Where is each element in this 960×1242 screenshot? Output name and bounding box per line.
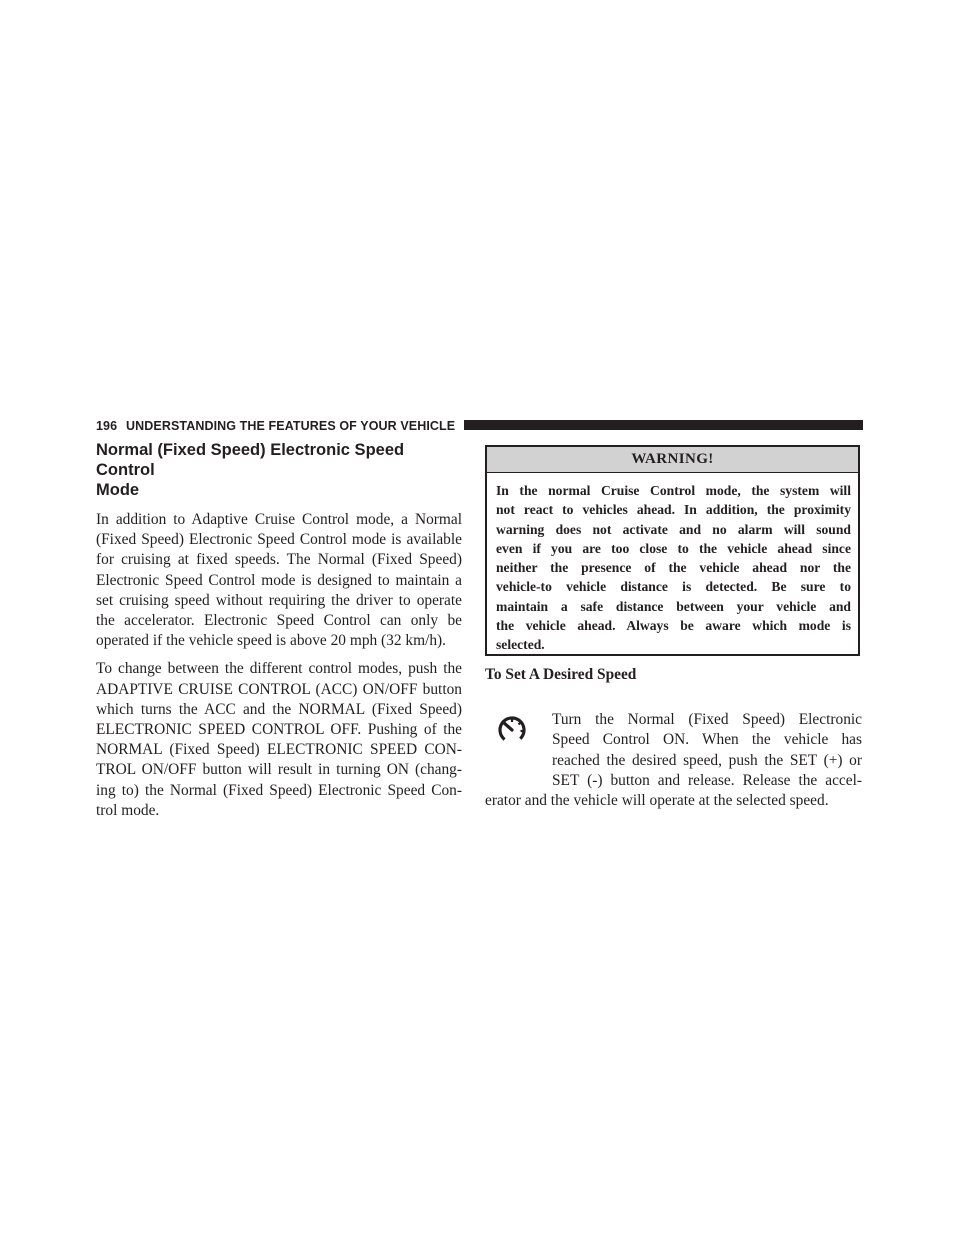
text-line: ADAPTIVE CRUISE CONTROL (ACC) ON/OFF button — [96, 680, 462, 698]
text-line: TROL ON/OFF button will result in turning ON (chang- — [96, 761, 462, 779]
text-line: SET (-) button and release. Release the accel- — [552, 771, 862, 789]
text-line: set cruising speed without requiring the driver to operate — [96, 591, 462, 609]
running-title: UNDERSTANDING THE FEATURES OF YOUR VEHICLE — [126, 419, 456, 433]
warning-line: selected. — [496, 637, 545, 653]
header-rule — [464, 420, 863, 430]
text-line: trol mode. — [96, 801, 160, 819]
page-number: 196 — [96, 419, 118, 433]
warning-line: not react to vehicles ahead. In addition, the proximity — [496, 502, 851, 518]
left-column — [96, 440, 462, 829]
warning-text — [487, 473, 858, 655]
text-line: ELECTRONIC SPEED CONTROL OFF. Pushing of the — [96, 721, 462, 739]
paragraph-fixed-speed-mode — [96, 510, 462, 651]
text-line: Speed Control ON. When the vehicle has — [552, 731, 862, 749]
text-line: operated if the vehicle speed is above 20 mph (32 km/h). — [96, 632, 447, 650]
speedometer-icon — [495, 713, 529, 747]
warning-line: In the normal Cruise Control mode, the system will — [496, 483, 851, 498]
warning-line: the vehicle ahead. Always be aware which mode is — [496, 618, 851, 634]
text-line: Turn the Normal (Fixed Speed) Electronic — [552, 711, 862, 728]
warning-line: neither the presence of the vehicle ahead nor the — [496, 560, 851, 576]
warning-line: maintain a safe distance between your vehicle and — [496, 598, 851, 614]
page-header — [96, 416, 863, 436]
section-title — [96, 440, 462, 500]
text-line: In addition to Adaptive Cruise Control mode, a Normal — [96, 511, 462, 528]
warning-heading: WARNING! — [487, 447, 858, 473]
text-line: Electronic Speed Control mode is designed to maintain a — [96, 571, 462, 589]
warning-line: vehicle-to vehicle distance is detected. Be sure to — [496, 579, 851, 595]
text-line: the accelerator. Electronic Speed Control can only be — [96, 612, 462, 630]
text-line: for cruising at fixed speeds. The Normal (Fixed Speed) — [96, 551, 462, 569]
text-line: which turns the ACC and the NORMAL (Fixed Speed) — [96, 700, 462, 718]
warning-line: even if you are too close to the vehicle ahead since — [496, 540, 851, 556]
text-line: (Fixed Speed) Electronic Speed Control mode is available — [96, 531, 462, 549]
text-line: NORMAL (Fixed Speed) ELECTRONIC SPEED CON- — [96, 741, 462, 759]
paragraph-change-modes — [96, 659, 462, 821]
warning-line: warning does not activate and no alarm will sound — [496, 521, 851, 537]
subsection-title: To Set A Desired Speed — [485, 666, 637, 683]
text-line: reached the desired speed, push the SET (+) or — [552, 751, 862, 769]
text-line: ing to) the Normal (Fixed Speed) Electronic Speed Con- — [96, 781, 462, 799]
set-speed-last-line: erator and the vehicle will operate at the selected speed. — [485, 792, 829, 809]
set-speed-text — [552, 710, 862, 791]
text-line: To change between the different control modes, push the — [96, 660, 462, 678]
section-title-line: Normal (Fixed Speed) Electronic Speed Control — [96, 441, 405, 479]
section-title-line: Mode — [96, 481, 140, 499]
warning-box — [485, 445, 860, 656]
